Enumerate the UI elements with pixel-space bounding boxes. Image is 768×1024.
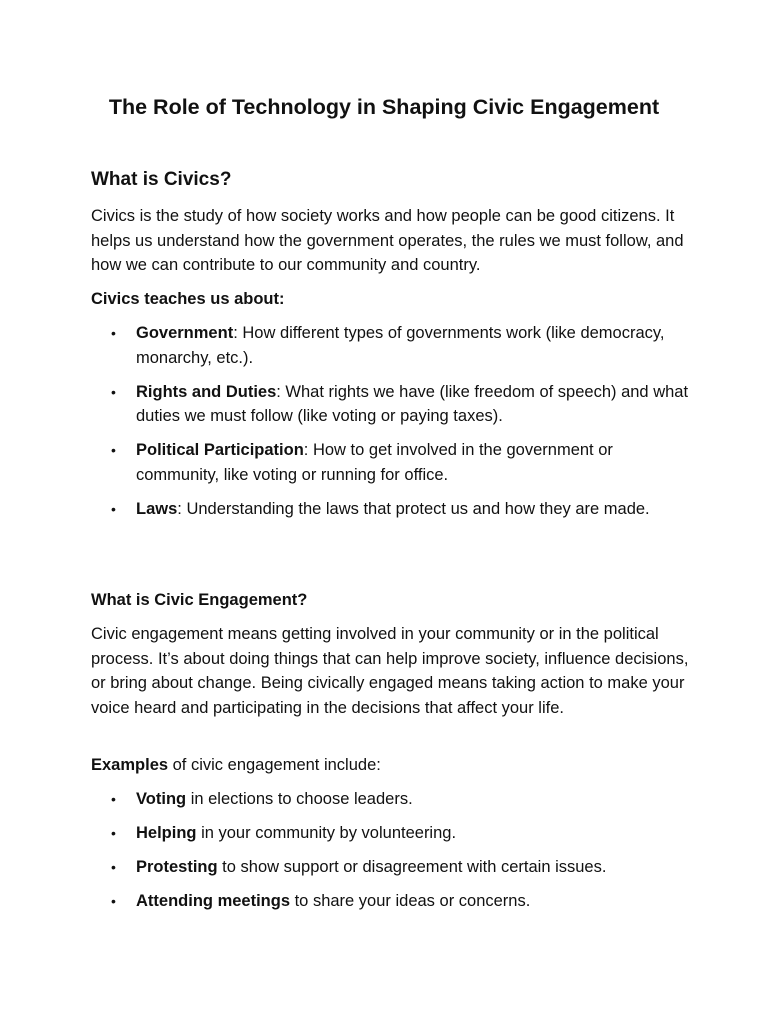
- list-item: [91, 889, 691, 914]
- list-item-term: Rights and Duties: [136, 382, 277, 401]
- list-item-term: Attending meetings: [136, 892, 291, 910]
- list-item-term: Government: [136, 324, 234, 342]
- list-item: [91, 321, 691, 370]
- examples-term: Examples: [91, 756, 169, 774]
- list-item-text: to show support or disagreement with certain issues.: [217, 858, 607, 876]
- list-item: [91, 821, 691, 846]
- civics-paragraph: Civics is the study of how society works and how people can be good citizens. It helps us understand how the government operates, the rules we must follow, and how we can contribute to our community and country.: [91, 207, 684, 274]
- list-item-text: in elections to choose leaders.: [186, 790, 413, 808]
- list-item-term: Voting: [136, 790, 187, 808]
- civics-topics-list: [91, 321, 691, 531]
- list-item: [91, 497, 691, 522]
- list-item-text: to share your ideas or concerns.: [290, 892, 531, 910]
- list-item-term: Protesting: [136, 858, 218, 876]
- list-item-text: : How different types of governments work (like democracy, monarchy, etc.).: [136, 324, 665, 367]
- document-title: The Role of Technology in Shaping Civic Engagement: [108, 95, 660, 119]
- examples-rest: of civic engagement include:: [168, 756, 381, 774]
- list-item-text: : What rights we have (like freedom of speech) and what duties we must follow (like voting or paying taxes).: [136, 382, 689, 425]
- list-item-term: Laws: [136, 499, 178, 518]
- list-item-text: in your community by volunteering.: [196, 824, 457, 842]
- examples-intro: [91, 753, 691, 778]
- engagement-examples-list: [91, 787, 691, 923]
- civics-teaches-label: Civics teaches us about:: [91, 290, 285, 308]
- list-item: [91, 438, 691, 487]
- list-item-term: Helping: [136, 824, 197, 842]
- list-item-text: : How to get involved in the government or community, like voting or running for office.: [136, 441, 613, 484]
- list-item-term: Political Participation: [136, 441, 304, 459]
- list-item-text: : Understanding the laws that protect us and how they are made.: [177, 499, 650, 518]
- list-item: [91, 380, 691, 429]
- list-item: [91, 787, 691, 812]
- section-heading-civic-engagement: What is Civic Engagement?: [91, 591, 308, 609]
- civic-engagement-paragraph: Civic engagement means getting involved in your community or in the political process. It’s about doing things that can help improve society, influence decisions, or bring about change. Being civically engaged means taking action to make your voice heard and participating in the decisions that affect your life.: [91, 625, 689, 717]
- list-item: [91, 855, 691, 880]
- section-heading-civics: What is Civics?: [91, 169, 232, 190]
